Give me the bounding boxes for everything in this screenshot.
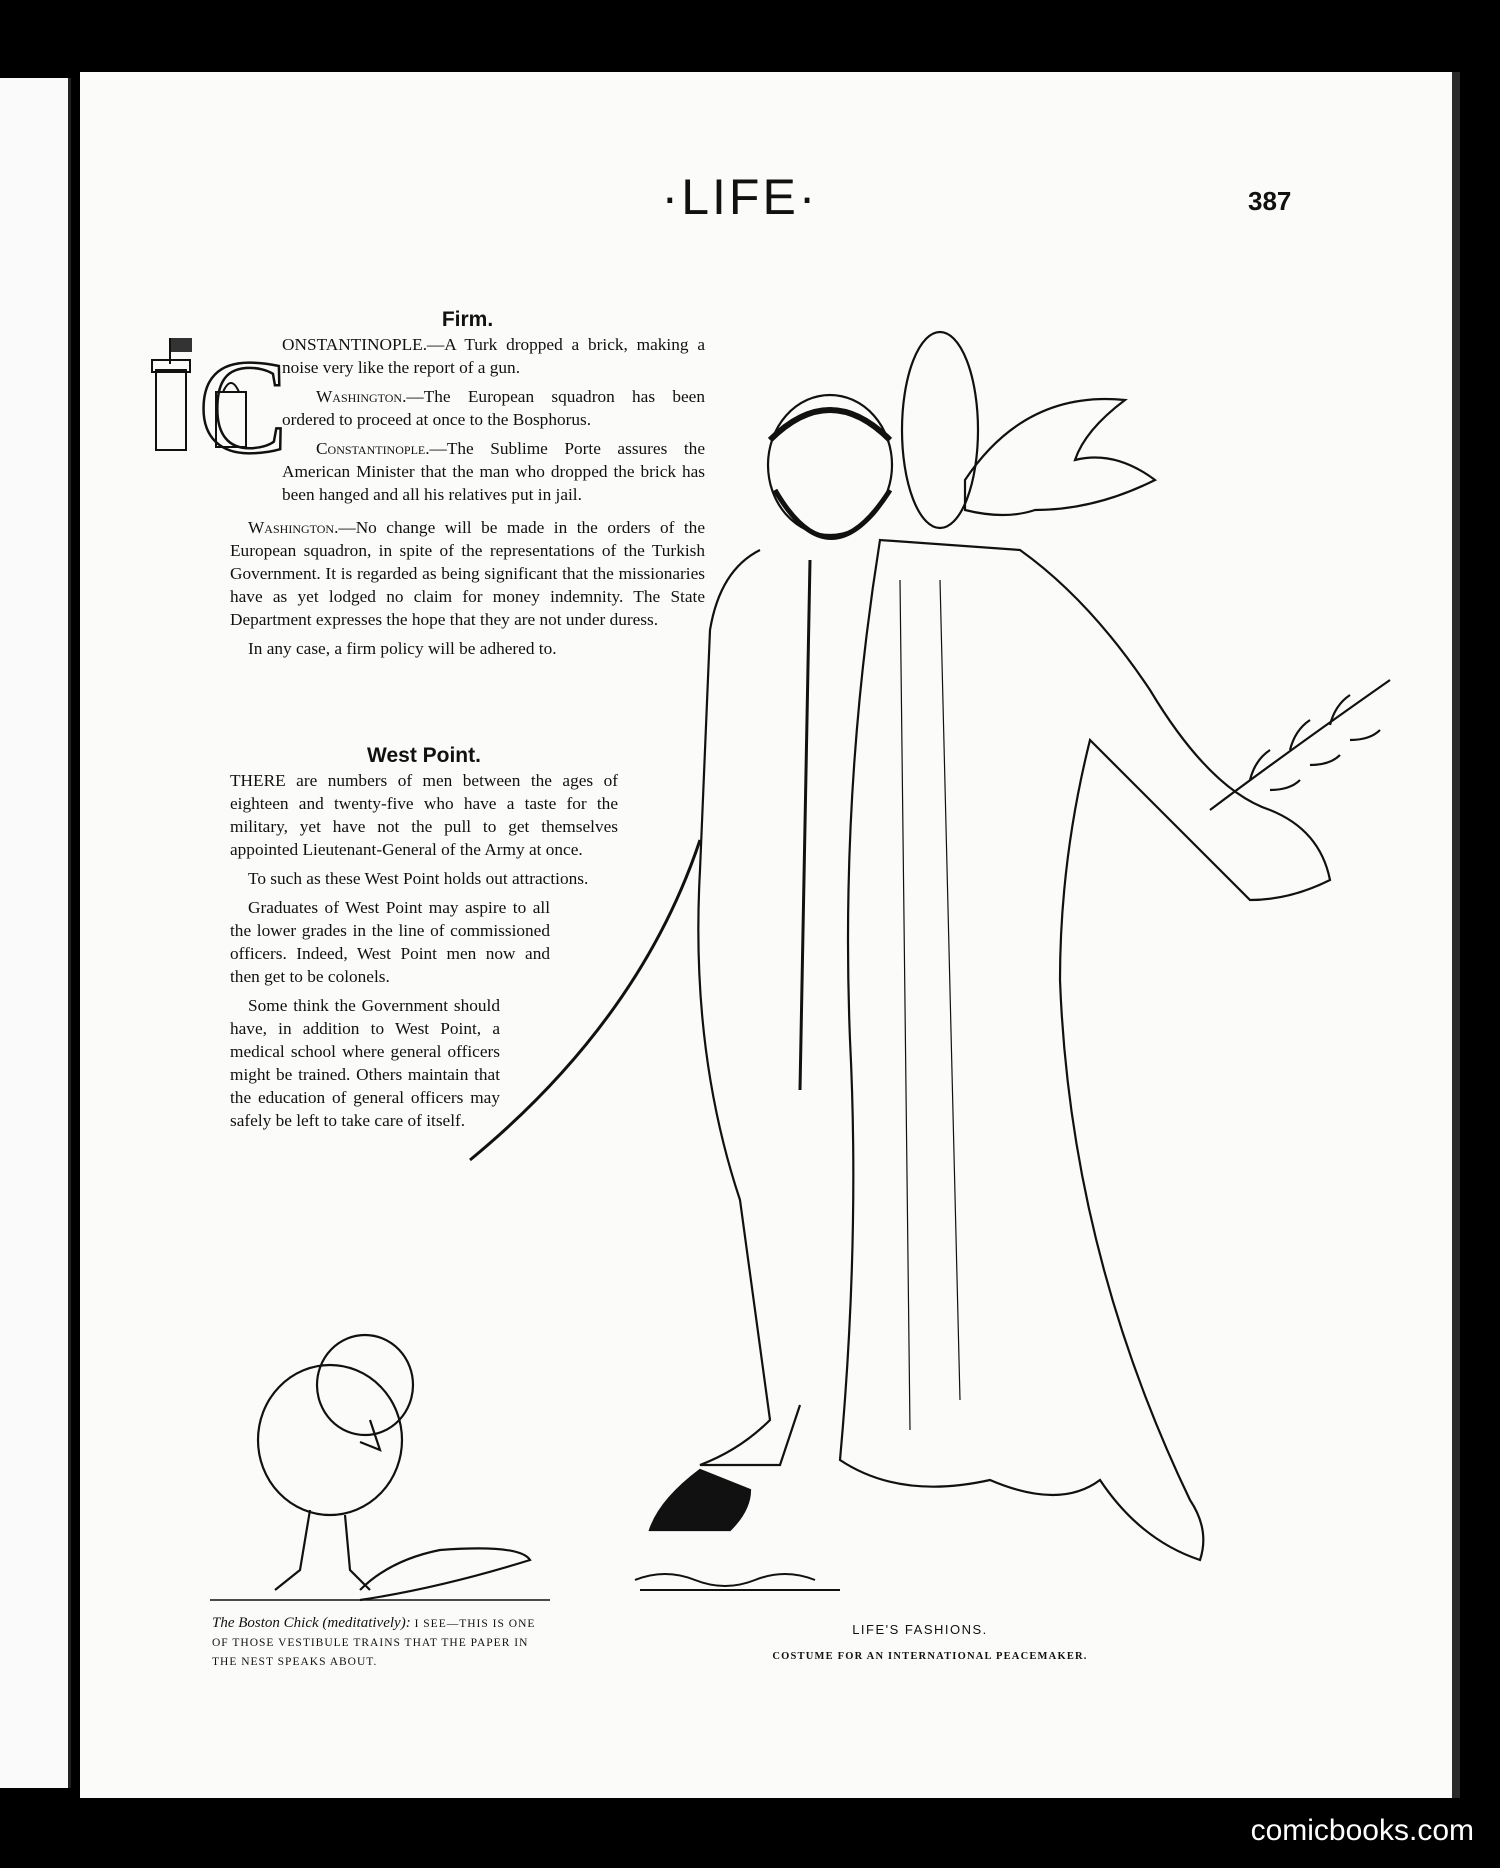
caterpillar-icon [360, 1548, 530, 1600]
previous-page-edge [0, 78, 71, 1788]
west-point-paragraph-2: To such as these West Point holds out attractions. [248, 869, 589, 888]
west-point-paragraph-1: THERE are numbers of men between the ages of eighteen and twenty-five who have a taste for the military, yet have not the pull to get themselves appointed Lieutenant-General of the Army at once. [230, 771, 618, 859]
drop-cap-letter: C [198, 333, 288, 465]
fashions-caption-title: LIFE'S FASHIONS. [852, 1622, 988, 1637]
chick-icon [258, 1365, 402, 1515]
masthead-title: ·LIFE· [661, 169, 819, 225]
boston-chick-illustration [210, 1310, 570, 1610]
firm-paragraph-2-text: —The European squadron has been ordered to proceed at once to the Bosphorus. [282, 387, 705, 429]
chick-caption [212, 1614, 552, 1672]
fashions-caption-subtitle: COSTUME FOR AN INTERNATIONAL PEACEMAKER. [772, 1651, 1088, 1662]
artist-signature [630, 1560, 850, 1600]
firm-place-washington: Washington. [316, 387, 407, 406]
firm-paragraph-1: ONSTANTINOPLE.—A Turk dropped a brick, making a noise very like the report of a gun. [282, 335, 705, 377]
olive-branch-icon [1210, 680, 1390, 810]
dove-icon [965, 399, 1155, 515]
firm-place-constantinople: Constantinople. [316, 439, 430, 458]
west-point-paragraph-3: Graduates of West Point may aspire to all the lower grades in the line of commissioned officers. Indeed, West Point men now and then get to be colonels. [230, 898, 550, 986]
firm-place-washington-2: Washington. [248, 518, 339, 537]
halo-icon [902, 332, 978, 528]
west-point-paragraph-4: Some think the Government should have, in addition to West Point, a medical school where general officers might be trained. Others maintain that the education of general officers may safely be left to take care of itself. [230, 996, 500, 1130]
west-point-heading: West Point. [367, 744, 481, 767]
chick-caption-speaker: The Boston Chick (meditatively): [212, 1615, 411, 1631]
firm-paragraph-5: In any case, a firm policy will be adhered to. [248, 639, 557, 658]
watermark: comicbooks.com [1250, 1814, 1474, 1847]
firm-paragraph-3-text: —The Sublime Porte assures the American Minister that the man who dropped the brick has been hanged and all his relatives put in jail. [282, 439, 705, 504]
firm-paragraph-4-text: —No change will be made in the orders of the European squadron, in spite of the representations of the Turkish Government. It is regarded as being significant that the missionaries have as yet lodged no claim for money indemnity. The State Department expresses the hope that they are not under duress. [230, 518, 705, 629]
firm-heading: Firm. [441, 308, 494, 331]
sword-icon [470, 840, 700, 1160]
page-number: 387 [1248, 186, 1292, 216]
chick-caption-text: I SEE—THIS IS ONE OF THOSE VESTIBULE TRAINS THAT THE PAPER IN THE NEST SPEAKS ABOUT. [212, 1618, 536, 1668]
peacemaker-illustration [430, 320, 1420, 1600]
